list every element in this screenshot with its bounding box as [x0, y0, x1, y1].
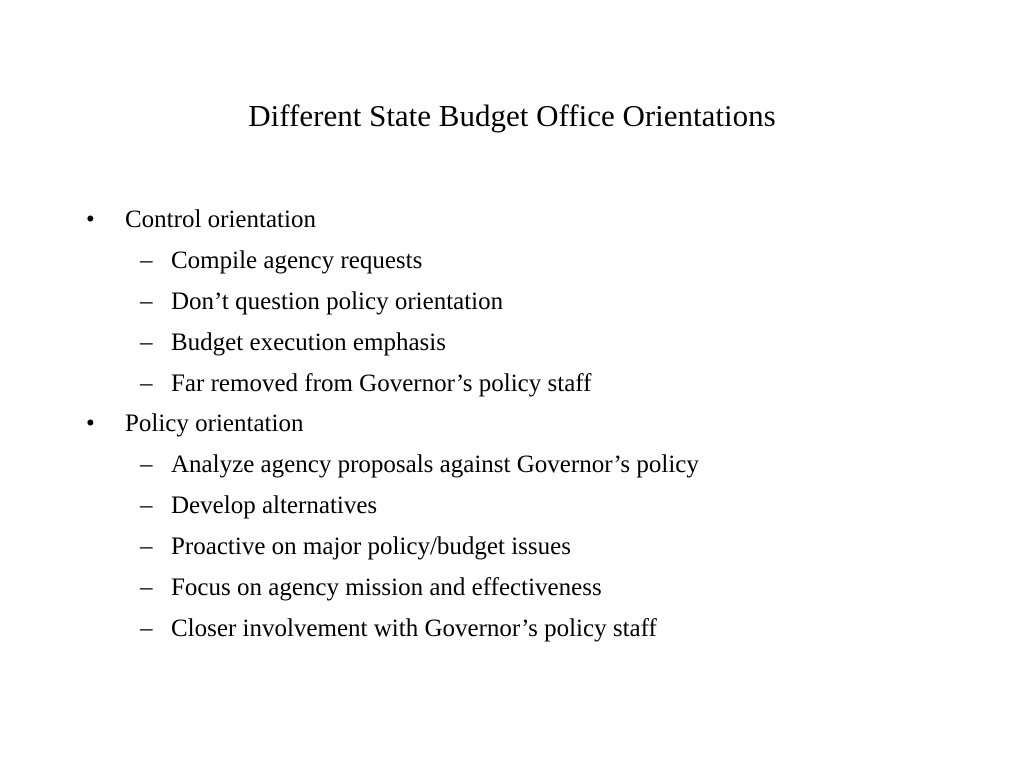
sub-item-text: Proactive on major policy/budget issues: [171, 533, 571, 561]
bullet-marker: •: [86, 410, 95, 438]
dash-marker: –: [140, 328, 153, 356]
sub-item-text: Compile agency requests: [171, 246, 423, 274]
sub-item-text: Don’t question policy orientation: [171, 287, 504, 315]
dash-marker: –: [140, 533, 153, 561]
sub-item-text: Analyze agency proposals against Governor’s policy: [171, 451, 699, 479]
dash-marker: –: [140, 451, 153, 479]
sub-item-far-removed: [0, 364, 1024, 405]
bullet-marker: •: [86, 206, 95, 233]
sub-item-text: Far removed from Governor’s policy staff: [171, 369, 592, 397]
sub-item-text: Budget execution emphasis: [171, 328, 446, 356]
sub-item-text: Develop alternatives: [171, 492, 378, 520]
dash-marker: –: [140, 246, 153, 274]
slide-title: Different State Budget Office Orientations: [248, 98, 776, 133]
list-item-control-orientation: [0, 200, 1024, 241]
dash-marker: –: [140, 492, 153, 520]
sub-item-text: Focus on agency mission and effectiveness: [171, 574, 602, 602]
list-item-text: Policy orientation: [125, 410, 304, 438]
dash-marker: –: [140, 614, 153, 642]
dash-marker: –: [140, 287, 153, 315]
sub-item-focus-mission: [0, 568, 1024, 609]
dash-marker: –: [140, 369, 153, 397]
sub-item-dont-question-policy: [0, 282, 1024, 323]
sub-item-analyze-proposals: [0, 445, 1024, 486]
bullet-list: [0, 200, 1024, 650]
sub-item-budget-execution: [0, 323, 1024, 364]
sub-item-text: Closer involvement with Governor’s policy staff: [171, 614, 657, 642]
list-item-text: Control orientation: [125, 206, 316, 233]
sub-item-proactive: [0, 527, 1024, 568]
sub-item-closer-involvement: [0, 609, 1024, 650]
sub-item-develop-alternatives: [0, 486, 1024, 527]
list-item-policy-orientation: [0, 404, 1024, 445]
dash-marker: –: [140, 574, 153, 602]
sub-item-compile-agency-requests: [0, 241, 1024, 282]
